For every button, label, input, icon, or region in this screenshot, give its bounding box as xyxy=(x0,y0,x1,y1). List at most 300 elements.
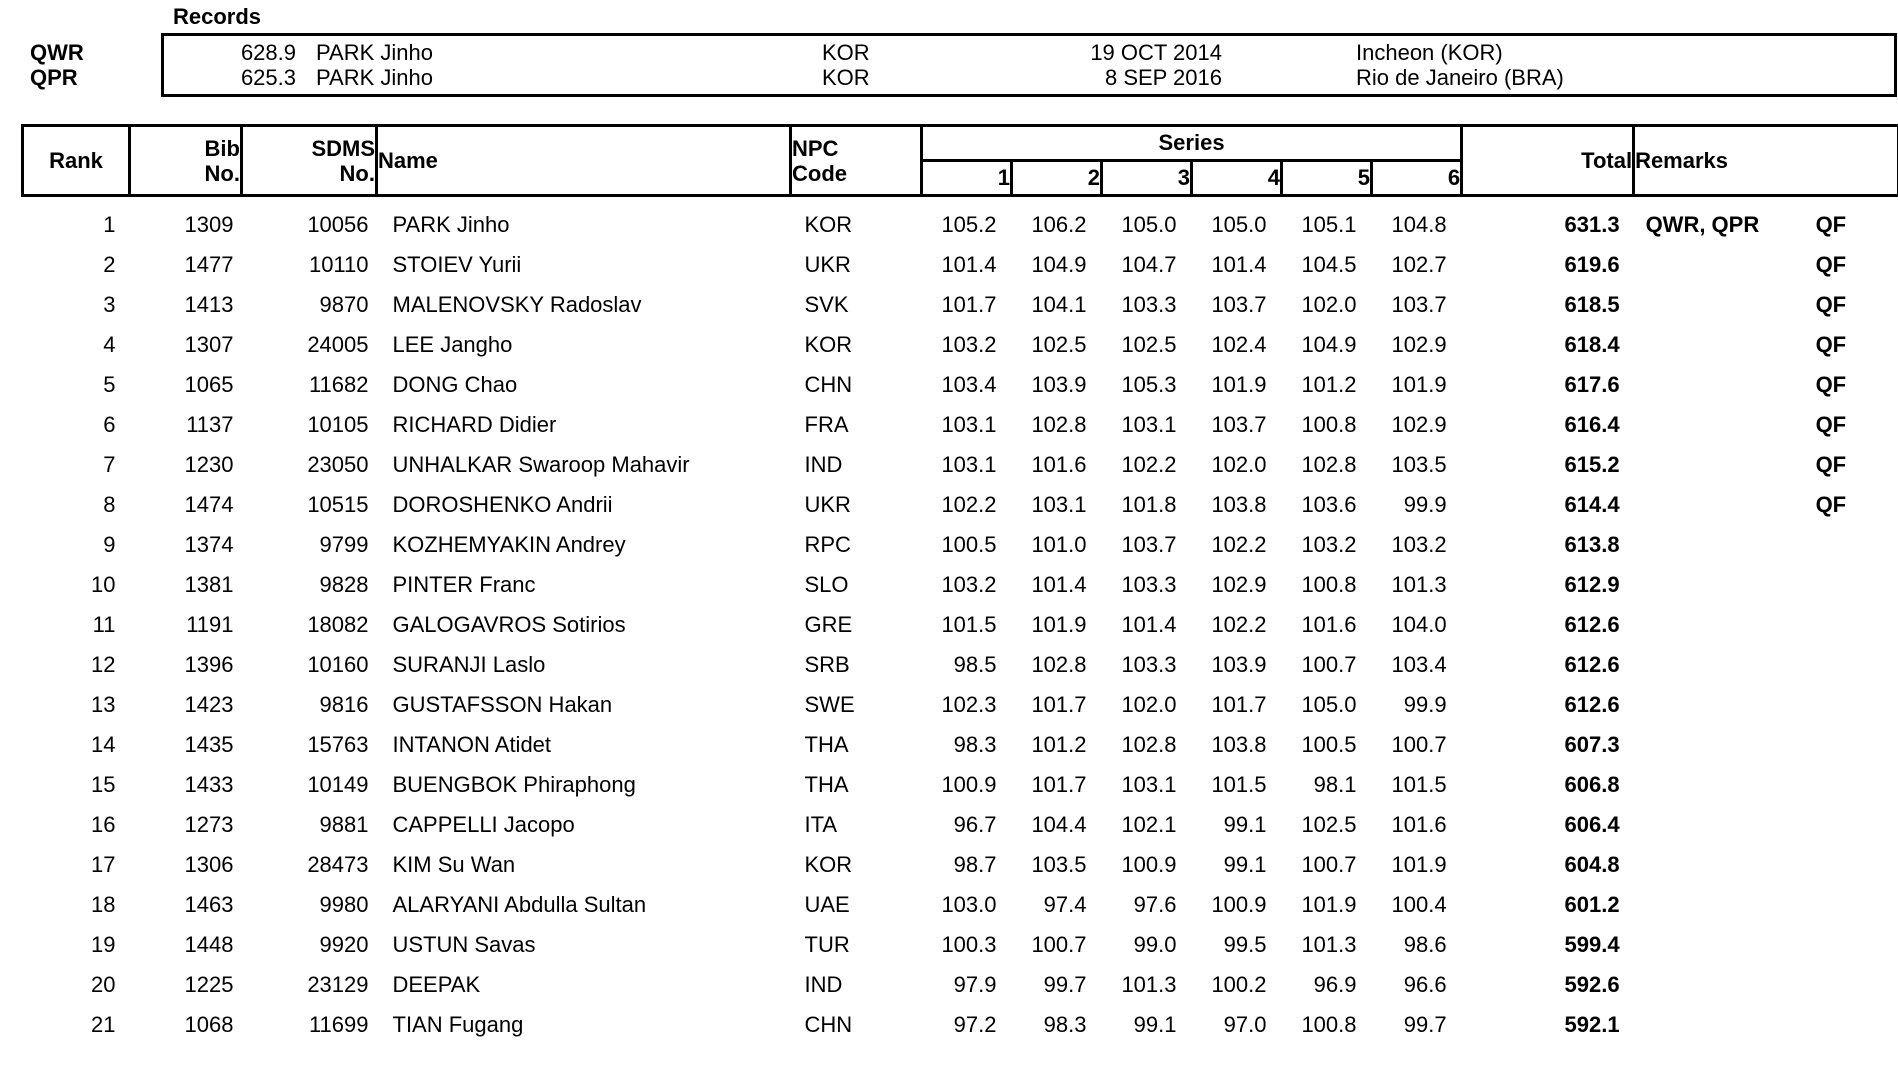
series-5-cell: 102.8 xyxy=(1301,452,1357,477)
record-type-label-qwr: QWR xyxy=(30,40,84,65)
series-2-cell: 101.0 xyxy=(1031,532,1087,557)
series-4-cell: 103.8 xyxy=(1211,492,1267,517)
qualification-mark: QF xyxy=(1815,212,1847,237)
series-3-cell: 97.6 xyxy=(1133,892,1177,917)
bib-number-cell: 1309 xyxy=(184,212,234,237)
series-1-cell: 97.2 xyxy=(953,1012,997,1037)
athlete-name-cell: MALENOVSKY Radoslav xyxy=(392,292,642,317)
series-3-cell: 102.0 xyxy=(1121,692,1177,717)
series-3-cell: 105.3 xyxy=(1121,372,1177,397)
series-6-cell: 100.7 xyxy=(1391,732,1447,757)
series-3-cell: 103.1 xyxy=(1121,772,1177,797)
bib-number-cell: 1306 xyxy=(184,852,234,877)
series-4-cell: 100.2 xyxy=(1211,972,1267,997)
npc-code-cell: IND xyxy=(804,452,843,477)
total-cell: 614.4 xyxy=(1564,492,1620,517)
total-cell: 617.6 xyxy=(1564,372,1620,397)
series-4-cell: 99.1 xyxy=(1223,812,1267,837)
result-row xyxy=(23,245,1898,285)
remarks-cell xyxy=(1634,525,1898,565)
series-6-cell: 99.9 xyxy=(1403,492,1447,517)
athlete-name-cell: UNHALKAR Swaroop Mahavir xyxy=(392,452,690,477)
remarks-cell xyxy=(1634,445,1898,485)
series-2-cell: 103.9 xyxy=(1031,372,1087,397)
series-2-cell: 106.2 xyxy=(1031,212,1087,237)
remarks-cell xyxy=(1634,285,1898,325)
bib-number-cell: 1433 xyxy=(184,772,234,797)
remarks-cell xyxy=(1634,245,1898,285)
npc-code-cell: KOR xyxy=(804,212,853,237)
series-2-cell: 104.1 xyxy=(1031,292,1087,317)
athlete-name-cell: LEE Jangho xyxy=(392,332,513,357)
npc-code-cell: SWE xyxy=(804,692,855,717)
npc-code-cell: KOR xyxy=(804,852,853,877)
total-cell: 607.3 xyxy=(1564,732,1620,757)
bib-number-cell: 1477 xyxy=(184,252,234,277)
rank-cell: 7 xyxy=(103,452,116,477)
npc-code-cell: KOR xyxy=(804,332,853,357)
npc-code-cell: GRE xyxy=(804,612,853,637)
series-6-cell: 102.7 xyxy=(1391,252,1447,277)
record-score: 628.9 xyxy=(240,40,296,65)
athlete-name-cell: DEEPAK xyxy=(392,972,481,997)
series-1-cell: 102.3 xyxy=(941,692,997,717)
npc-code-cell: UKR xyxy=(804,252,851,277)
rank-cell: 14 xyxy=(91,732,116,757)
series-3-cell: 101.4 xyxy=(1121,612,1177,637)
series-5-cell: 96.9 xyxy=(1313,972,1357,997)
rank-cell: 16 xyxy=(91,812,116,837)
series-6-cell: 101.6 xyxy=(1391,812,1447,837)
series-3-cell: 99.1 xyxy=(1133,1012,1177,1037)
result-row xyxy=(23,805,1898,845)
total-cell: 592.1 xyxy=(1564,1012,1620,1037)
series-5-cell: 102.5 xyxy=(1301,812,1357,837)
total-cell: 606.8 xyxy=(1564,772,1620,797)
qualification-mark: QF xyxy=(1815,492,1847,517)
series-2-cell: 101.6 xyxy=(1031,452,1087,477)
npc-code-cell: SRB xyxy=(804,652,850,677)
npc-code-cell: THA xyxy=(804,732,849,757)
npc-code-cell: CHN xyxy=(804,1012,853,1037)
athlete-name-cell: RICHARD Didier xyxy=(392,412,557,437)
col-header-series-group: Series xyxy=(922,126,1462,161)
remarks-cell xyxy=(1634,365,1898,405)
sdms-number-cell: 23050 xyxy=(307,452,369,477)
col-header-bib-line2: No. xyxy=(204,160,240,186)
series-5-cell: 101.3 xyxy=(1301,932,1357,957)
bib-number-cell: 1463 xyxy=(184,892,234,917)
series-2-cell: 104.9 xyxy=(1031,252,1087,277)
series-3-cell: 103.3 xyxy=(1121,652,1177,677)
series-5-cell: 103.2 xyxy=(1301,532,1357,557)
series-5-cell: 100.5 xyxy=(1301,732,1357,757)
remarks-cell xyxy=(1634,485,1898,525)
series-5-cell: 104.9 xyxy=(1301,332,1357,357)
result-row xyxy=(23,765,1898,805)
series-1-cell: 103.2 xyxy=(941,332,997,357)
col-header-rank: Rank xyxy=(23,126,130,196)
sdms-number-cell: 9870 xyxy=(319,292,369,317)
col-header-npc-line2: Code xyxy=(792,160,847,186)
qualification-mark: QF xyxy=(1815,452,1847,477)
series-3-cell: 102.2 xyxy=(1121,452,1177,477)
series-3-cell: 102.5 xyxy=(1121,332,1177,357)
series-2-cell: 102.5 xyxy=(1031,332,1087,357)
rank-cell: 2 xyxy=(103,252,116,277)
series-2-cell: 101.7 xyxy=(1031,772,1087,797)
series-6-cell: 101.5 xyxy=(1391,772,1447,797)
total-cell: 592.6 xyxy=(1564,972,1620,997)
npc-code-cell: ITA xyxy=(804,812,838,837)
total-cell: 606.4 xyxy=(1564,812,1620,837)
series-6-cell: 103.5 xyxy=(1391,452,1447,477)
sdms-number-cell: 10056 xyxy=(307,212,369,237)
remarks-cell xyxy=(1634,1005,1898,1045)
total-cell: 631.3 xyxy=(1564,212,1620,237)
rank-cell: 3 xyxy=(103,292,116,317)
athlete-name-cell: SURANJI Laslo xyxy=(392,652,546,677)
npc-code-cell: IND xyxy=(804,972,843,997)
rank-cell: 19 xyxy=(91,932,116,957)
npc-code-cell: SLO xyxy=(804,572,849,597)
series-5-cell: 105.0 xyxy=(1301,692,1357,717)
results-table xyxy=(21,124,1898,1045)
series-3-cell: 103.3 xyxy=(1121,572,1177,597)
series-4-cell: 101.7 xyxy=(1211,692,1267,717)
series-1-cell: 97.9 xyxy=(953,972,997,997)
col-header-npc-code xyxy=(791,126,922,196)
series-6-cell: 100.4 xyxy=(1391,892,1447,917)
series-3-cell: 100.9 xyxy=(1121,852,1177,877)
remarks-cell xyxy=(1634,845,1898,885)
bib-number-cell: 1307 xyxy=(184,332,234,357)
spacer-row xyxy=(23,196,1898,206)
col-header-sdms-line1: SDMS xyxy=(311,135,375,161)
series-1-cell: 103.4 xyxy=(941,372,997,397)
series-2-cell: 102.8 xyxy=(1031,412,1087,437)
col-header-sdms xyxy=(242,126,377,196)
col-header-remarks: Remarks xyxy=(1634,126,1898,196)
athlete-name-cell: TIAN Fugang xyxy=(392,1012,524,1037)
series-1-cell: 98.7 xyxy=(953,852,997,877)
series-1-cell: 102.2 xyxy=(941,492,997,517)
series-5-cell: 100.8 xyxy=(1301,572,1357,597)
col-header-series-3: 3 xyxy=(1102,161,1192,196)
remarks-cell xyxy=(1634,765,1898,805)
athlete-name-cell: PARK Jinho xyxy=(392,212,510,237)
sdms-number-cell: 10105 xyxy=(307,412,369,437)
remarks-cell xyxy=(1634,885,1898,925)
result-row xyxy=(23,365,1898,405)
result-row xyxy=(23,645,1898,685)
qualification-mark: QF xyxy=(1815,412,1847,437)
series-5-cell: 100.7 xyxy=(1301,852,1357,877)
rank-cell: 4 xyxy=(103,332,116,357)
total-cell: 618.4 xyxy=(1564,332,1620,357)
rank-cell: 18 xyxy=(91,892,116,917)
result-row xyxy=(23,325,1898,365)
record-remark: QWR, QPR xyxy=(1645,212,1760,237)
series-6-cell: 104.8 xyxy=(1391,212,1447,237)
series-2-cell: 99.7 xyxy=(1043,972,1087,997)
remarks-cell xyxy=(1634,925,1898,965)
series-4-cell: 102.2 xyxy=(1211,532,1267,557)
total-cell: 612.6 xyxy=(1564,692,1620,717)
total-cell: 613.8 xyxy=(1564,532,1620,557)
series-3-cell: 105.0 xyxy=(1121,212,1177,237)
record-holder-name: PARK Jinho xyxy=(316,40,433,65)
col-header-bib-line1: Bib xyxy=(204,135,240,161)
series-2-cell: 102.8 xyxy=(1031,652,1087,677)
remarks-cell xyxy=(1634,685,1898,725)
bib-number-cell: 1068 xyxy=(184,1012,234,1037)
series-2-cell: 101.7 xyxy=(1031,692,1087,717)
series-4-cell: 101.4 xyxy=(1211,252,1267,277)
bib-number-cell: 1435 xyxy=(184,732,234,757)
series-1-cell: 103.1 xyxy=(941,452,997,477)
series-4-cell: 102.0 xyxy=(1211,452,1267,477)
total-cell: 599.4 xyxy=(1564,932,1620,957)
rank-cell: 15 xyxy=(91,772,116,797)
series-1-cell: 98.3 xyxy=(953,732,997,757)
athlete-name-cell: INTANON Atidet xyxy=(392,732,552,757)
npc-code-cell: FRA xyxy=(804,412,849,437)
record-location: Incheon (KOR) xyxy=(1356,40,1503,65)
result-row xyxy=(23,445,1898,485)
sdms-number-cell: 9799 xyxy=(319,532,369,557)
remarks-cell xyxy=(1634,805,1898,845)
result-row xyxy=(23,525,1898,565)
series-3-cell: 101.8 xyxy=(1121,492,1177,517)
athlete-name-cell: ALARYANI Abdulla Sultan xyxy=(392,892,647,917)
record-location: Rio de Janeiro (BRA) xyxy=(1356,65,1564,90)
series-6-cell: 98.6 xyxy=(1403,932,1447,957)
series-6-cell: 104.0 xyxy=(1391,612,1447,637)
series-1-cell: 103.0 xyxy=(941,892,997,917)
series-4-cell: 103.9 xyxy=(1211,652,1267,677)
record-holder-name: PARK Jinho xyxy=(316,65,433,90)
series-2-cell: 101.2 xyxy=(1031,732,1087,757)
athlete-name-cell: GUSTAFSSON Hakan xyxy=(392,692,613,717)
result-row xyxy=(23,605,1898,645)
athlete-name-cell: DONG Chao xyxy=(392,372,518,397)
remarks-cell xyxy=(1634,645,1898,685)
col-header-series-2: 2 xyxy=(1012,161,1102,196)
rank-cell: 12 xyxy=(91,652,116,677)
total-cell: 618.5 xyxy=(1564,292,1620,317)
total-cell: 615.2 xyxy=(1564,452,1620,477)
qualification-mark: QF xyxy=(1815,252,1847,277)
sdms-number-cell: 9920 xyxy=(319,932,369,957)
bib-number-cell: 1273 xyxy=(184,812,234,837)
rank-cell: 6 xyxy=(103,412,116,437)
col-header-series-4: 4 xyxy=(1192,161,1282,196)
sdms-number-cell: 9980 xyxy=(319,892,369,917)
col-header-series-1: 1 xyxy=(922,161,1012,196)
npc-code-cell: RPC xyxy=(804,532,851,557)
series-1-cell: 101.5 xyxy=(941,612,997,637)
series-3-cell: 101.3 xyxy=(1121,972,1177,997)
sdms-number-cell: 11682 xyxy=(308,372,369,397)
total-cell: 604.8 xyxy=(1564,852,1620,877)
series-1-cell: 101.7 xyxy=(941,292,997,317)
series-5-cell: 98.1 xyxy=(1313,772,1357,797)
series-6-cell: 96.6 xyxy=(1403,972,1447,997)
record-row-qpr xyxy=(164,65,1894,90)
result-row xyxy=(23,1005,1898,1045)
bib-number-cell: 1374 xyxy=(184,532,234,557)
bib-number-cell: 1423 xyxy=(184,692,234,717)
bib-number-cell: 1474 xyxy=(184,492,234,517)
rank-cell: 21 xyxy=(91,1012,116,1037)
series-1-cell: 96.7 xyxy=(953,812,997,837)
qualification-mark: QF xyxy=(1815,332,1847,357)
remarks-cell xyxy=(1634,725,1898,765)
npc-code-cell: UKR xyxy=(804,492,851,517)
npc-code-cell: THA xyxy=(804,772,849,797)
record-npc-code: KOR xyxy=(822,40,870,65)
rank-cell: 17 xyxy=(91,852,116,877)
rank-cell: 13 xyxy=(91,692,116,717)
series-6-cell: 99.9 xyxy=(1403,692,1447,717)
col-header-series-5: 5 xyxy=(1282,161,1372,196)
sdms-number-cell: 23129 xyxy=(307,972,369,997)
result-row xyxy=(23,285,1898,325)
athlete-name-cell: KOZHEMYAKIN Andrey xyxy=(392,532,626,557)
athlete-name-cell: CAPPELLI Jacopo xyxy=(392,812,575,837)
series-6-cell: 103.7 xyxy=(1391,292,1447,317)
series-6-cell: 102.9 xyxy=(1391,332,1447,357)
col-header-sdms-line2: No. xyxy=(339,160,375,186)
series-1-cell: 105.2 xyxy=(941,212,997,237)
series-2-cell: 100.7 xyxy=(1031,932,1087,957)
total-cell: 612.6 xyxy=(1564,652,1620,677)
qualification-mark: QF xyxy=(1815,292,1847,317)
record-score: 625.3 xyxy=(240,65,296,90)
remarks-cell xyxy=(1634,605,1898,645)
series-4-cell: 100.9 xyxy=(1211,892,1267,917)
remarks-cell xyxy=(1634,405,1898,445)
total-cell: 612.6 xyxy=(1564,612,1620,637)
series-5-cell: 100.8 xyxy=(1301,1012,1357,1037)
result-row xyxy=(23,885,1898,925)
sdms-number-cell: 28473 xyxy=(307,852,369,877)
bib-number-cell: 1225 xyxy=(184,972,234,997)
bib-number-cell: 1191 xyxy=(186,612,234,637)
records-box xyxy=(161,33,1897,97)
npc-code-cell: CHN xyxy=(804,372,853,397)
sdms-number-cell: 9816 xyxy=(319,692,369,717)
results-body xyxy=(23,196,1898,1046)
bib-number-cell: 1381 xyxy=(184,572,234,597)
series-6-cell: 101.3 xyxy=(1391,572,1447,597)
series-2-cell: 104.4 xyxy=(1031,812,1087,837)
qualification-mark: QF xyxy=(1815,372,1847,397)
series-4-cell: 101.5 xyxy=(1211,772,1267,797)
sdms-number-cell: 9828 xyxy=(319,572,369,597)
rank-cell: 11 xyxy=(92,612,116,637)
series-5-cell: 100.8 xyxy=(1301,412,1357,437)
bib-number-cell: 1230 xyxy=(184,452,234,477)
series-3-cell: 103.1 xyxy=(1121,412,1177,437)
rank-cell: 8 xyxy=(103,492,116,517)
series-4-cell: 103.7 xyxy=(1211,292,1267,317)
remarks-cell xyxy=(1634,325,1898,365)
series-5-cell: 105.1 xyxy=(1301,212,1357,237)
rank-cell: 10 xyxy=(91,572,116,597)
series-6-cell: 101.9 xyxy=(1391,372,1447,397)
result-row xyxy=(23,965,1898,1005)
athlete-name-cell: KIM Su Wan xyxy=(392,852,516,877)
series-3-cell: 103.7 xyxy=(1121,532,1177,557)
sdms-number-cell: 10515 xyxy=(307,492,369,517)
series-1-cell: 101.4 xyxy=(941,252,997,277)
series-5-cell: 104.5 xyxy=(1301,252,1357,277)
sdms-number-cell: 18082 xyxy=(307,612,369,637)
total-cell: 601.2 xyxy=(1564,892,1620,917)
series-3-cell: 102.1 xyxy=(1121,812,1177,837)
series-6-cell: 101.9 xyxy=(1391,852,1447,877)
rank-cell: 20 xyxy=(91,972,116,997)
series-5-cell: 101.6 xyxy=(1301,612,1357,637)
record-type-label-qpr: QPR xyxy=(30,65,78,90)
record-row-qwr xyxy=(164,40,1894,65)
result-row xyxy=(23,485,1898,525)
sdms-number-cell: 15763 xyxy=(307,732,369,757)
series-5-cell: 101.9 xyxy=(1301,892,1357,917)
result-row xyxy=(23,845,1898,885)
result-row xyxy=(23,205,1898,245)
records-title: Records xyxy=(173,4,262,29)
series-4-cell: 102.2 xyxy=(1211,612,1267,637)
npc-code-cell: UAE xyxy=(804,892,850,917)
series-4-cell: 103.7 xyxy=(1211,412,1267,437)
npc-code-cell: TUR xyxy=(804,932,850,957)
series-6-cell: 99.7 xyxy=(1403,1012,1447,1037)
series-4-cell: 101.9 xyxy=(1211,372,1267,397)
rank-cell: 5 xyxy=(103,372,116,397)
col-header-npc-line1: NPC xyxy=(792,135,839,161)
series-6-cell: 103.2 xyxy=(1391,532,1447,557)
bib-number-cell: 1448 xyxy=(184,932,234,957)
remarks-cell xyxy=(1634,965,1898,1005)
sdms-number-cell: 10149 xyxy=(307,772,369,797)
athlete-name-cell: GALOGAVROS Sotirios xyxy=(392,612,626,637)
series-4-cell: 105.0 xyxy=(1211,212,1267,237)
series-2-cell: 98.3 xyxy=(1043,1012,1087,1037)
athlete-name-cell: DOROSHENKO Andrii xyxy=(392,492,613,517)
remarks-cell xyxy=(1634,205,1898,245)
record-date: 19 OCT 2014 xyxy=(1090,40,1222,65)
series-2-cell: 101.4 xyxy=(1031,572,1087,597)
series-2-cell: 103.5 xyxy=(1031,852,1087,877)
series-4-cell: 102.9 xyxy=(1211,572,1267,597)
rank-cell: 9 xyxy=(103,532,116,557)
series-4-cell: 103.8 xyxy=(1211,732,1267,757)
bib-number-cell: 1137 xyxy=(186,412,234,437)
series-3-cell: 104.7 xyxy=(1121,252,1177,277)
result-row xyxy=(23,725,1898,765)
sdms-number-cell: 11699 xyxy=(308,1012,369,1037)
series-5-cell: 102.0 xyxy=(1301,292,1357,317)
series-1-cell: 100.3 xyxy=(941,932,997,957)
results-header xyxy=(23,126,1898,196)
col-header-total: Total xyxy=(1462,126,1634,196)
series-2-cell: 103.1 xyxy=(1031,492,1087,517)
series-4-cell: 99.1 xyxy=(1223,852,1267,877)
series-6-cell: 102.9 xyxy=(1391,412,1447,437)
